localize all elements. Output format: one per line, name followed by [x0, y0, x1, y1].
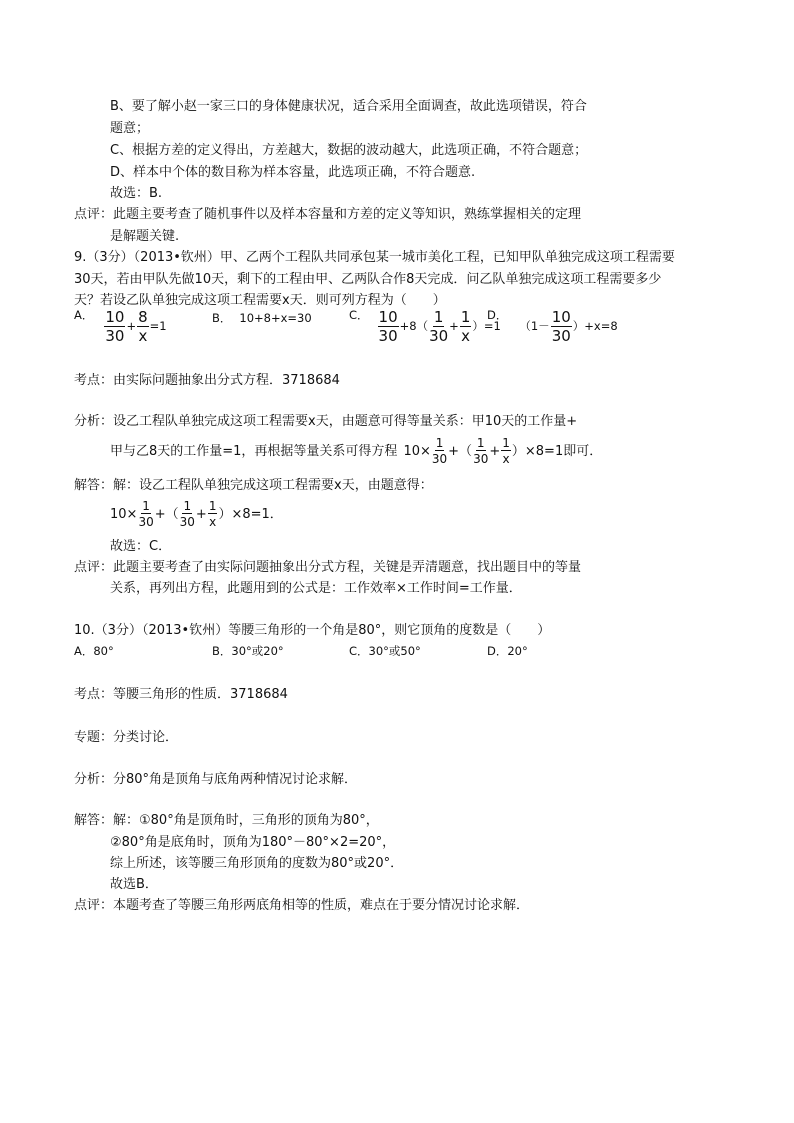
- q10-solution-line1: 解答：解：①80°角是顶角时，三角形的顶角为80°，: [74, 813, 379, 828]
- q8-comment-cont: 是解题关键.: [110, 229, 180, 244]
- fraction: $\frac{1}{30}$: [429, 308, 449, 345]
- q9-comment-cont: 关系，再列出方程，此题用到的公式是：工作效率×工作时间=工作量．: [110, 581, 522, 596]
- q8-answer: 故选：B.: [110, 186, 163, 201]
- q9-stem-line2: 30天，若由甲队先做10天，剩下的工程由甲、乙两队合作8天完成．问乙队单独完成这项工程需要多少: [74, 272, 662, 287]
- q10-solution-line3: 综上所述，该等腰三角形顶角的度数为80°或20°．: [110, 856, 404, 871]
- q8-option-d-analysis: D、样本中个体的数目称为样本容量，此选项正确，不符合题意.: [110, 165, 476, 180]
- q10-kaodian: 考点：等腰三角形的性质．3718684: [74, 687, 288, 702]
- q9-analysis-line2: 甲与乙8天的工作量=1，再根据等量关系可得方程 10× $\frac{1}{30}$ +（ $\frac{1}{30}$ + $\frac{1}{x}$ ）×8=1即可．: [110, 436, 603, 466]
- fraction: $\frac{1}{30}$: [179, 499, 195, 529]
- fraction: $\frac{8}{x}$: [138, 308, 148, 345]
- fraction: $\frac{1}{x}$: [460, 308, 471, 345]
- q9-option-a: A． $\frac{10}{30}$ + $\frac{8}{x}$ =1: [74, 308, 167, 345]
- q8-option-b-analysis-cont: 题意；: [110, 121, 150, 136]
- q8-option-b-analysis: B、要了解小赵一家三口的身体健康状况，适合采用全面调查，故此选项错误，符合: [110, 99, 587, 114]
- q9-solution-equation: 10× $\frac{1}{30}$ +（ $\frac{1}{30}$ + $\frac{1}{x}$ ）×8=1．: [110, 499, 283, 529]
- q10-option-c: C．30°或50°: [349, 644, 421, 658]
- q9-comment: 点评：此题主要考查了由实际问题抽象出分式方程，关键是弄清题意，找出题目中的等量: [74, 560, 582, 575]
- fraction: $\frac{1}{30}$: [431, 436, 448, 466]
- q10-option-a: A．80°: [74, 644, 114, 658]
- fraction: $\frac{1}{x}$: [208, 499, 217, 529]
- fraction: $\frac{1}{x}$: [502, 436, 510, 466]
- q9-solution-line1: 解答：解：设乙工程队单独完成这项工程需要x天，由题意得：: [74, 478, 433, 493]
- q10-answer: 故选B．: [110, 877, 158, 892]
- q10-solution-line2: ②80°角是底角时，顶角为180°－80°×2=20°，: [110, 835, 396, 850]
- q9-kaodian: 考点：由实际问题抽象出分式方程．3718684: [74, 373, 340, 388]
- q9-analysis-line1: 分析：设乙工程队单独完成这项工程需要x天，由题意可得等量关系：甲10天的工作量+: [74, 414, 578, 429]
- q10-analysis: 分析：分80°角是顶角与底角两种情况讨论求解．: [74, 772, 358, 787]
- q8-comment: 点评：此题主要考查了随机事件以及样本容量和方差的定义等知识，熟练掌握相关的定理: [74, 207, 582, 222]
- q9-stem-line1: 9.（3分）（2013•钦州）甲、乙两个工程队共同承包某一城市美化工程，已知甲队单独完成这项工程需要: [74, 250, 675, 265]
- fraction: $\frac{1}{30}$: [138, 499, 154, 529]
- q10-topic: 专题：分类讨论．: [74, 730, 179, 745]
- q9-option-b: B． 10+8+x=30: [212, 311, 312, 325]
- fraction: $\frac{10}{30}$: [551, 308, 571, 345]
- q10-comment: 点评：本题考查了等腰三角形两底角相等的性质，难点在于要分情况讨论求解．: [74, 898, 530, 913]
- fraction: $\frac{1}{30}$: [473, 436, 489, 466]
- q8-option-c-analysis: C、根据方差的定义得出，方差越大，数据的波动越大，此选项正确，不符合题意；: [110, 143, 588, 158]
- q9-option-d: D． （1－ $\frac{10}{30}$ ）+x=8: [487, 308, 618, 345]
- fraction: $\frac{10}{30}$: [378, 308, 398, 345]
- q9-option-c: C． $\frac{10}{30}$ +8（ $\frac{1}{30}$ + $\frac{1}{x}$ ）=1: [349, 308, 501, 345]
- q10-option-b: B．30°或20°: [212, 644, 284, 658]
- q10-option-d: D．20°: [487, 644, 528, 658]
- q9-answer: 故选：C．: [110, 539, 172, 554]
- q10-stem: 10.（3分）（2013•钦州）等腰三角形的一个角是80°，则它顶角的度数是（ ）: [74, 623, 551, 638]
- q9-stem-line3: 天？若设乙队单独完成这项工程需要x天．则可列方程为（ ）: [74, 293, 446, 308]
- fraction: $\frac{10}{30}$: [105, 308, 125, 345]
